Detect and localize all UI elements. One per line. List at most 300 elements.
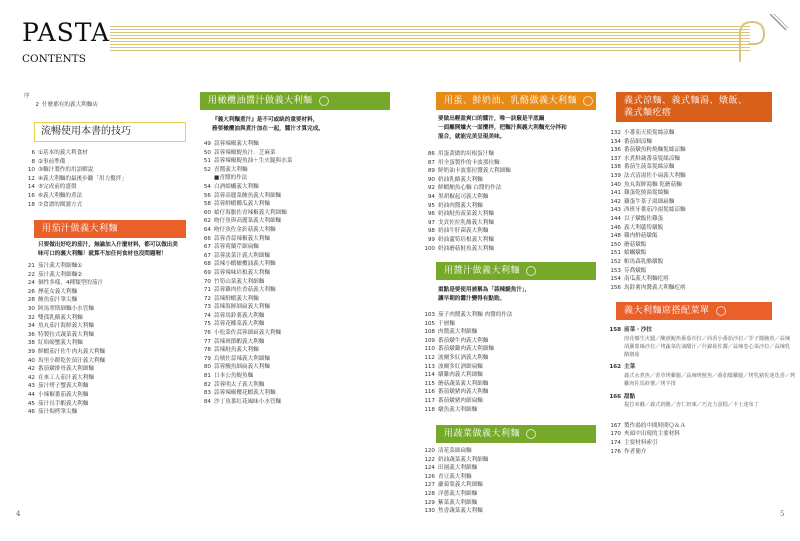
entry-title: 蒜蓉鮮蝦櫛瓜義大利麵 <box>214 201 270 208</box>
entry-title: 黑胡椒起司義大利麵 <box>438 193 489 200</box>
page-number: 69 <box>203 269 211 276</box>
entry-title: 雞肉鮮菇燉飯 <box>624 233 658 240</box>
page-number: 158 <box>609 327 621 333</box>
toc-group-heading <box>606 393 795 402</box>
noodles-list <box>606 129 686 292</box>
toc-entry <box>20 305 105 314</box>
group-title: 甜點 <box>624 393 636 400</box>
page-number: 156 <box>610 284 621 291</box>
entry-title: 個性多樣，4種類型的茄汁 <box>38 280 104 287</box>
page-number: 166 <box>609 393 621 400</box>
page-number: 70 <box>203 278 211 285</box>
entry-title: 雞蛋乾燒湯髮絲麵 <box>624 190 669 197</box>
page-number: 42 <box>27 374 35 381</box>
page-number: 56 <box>203 192 211 199</box>
fork-logo-icon <box>730 14 790 64</box>
toc-entry <box>20 357 105 366</box>
entry-title: 番茄細涼麵 <box>624 138 652 145</box>
dish-icon <box>526 429 536 439</box>
toc-entry <box>196 398 292 407</box>
page-number: 139 <box>610 172 621 179</box>
entry-title: 蒜蓉淡菜汁義大利細麵 <box>214 252 270 259</box>
entry-title: 用全蛋製作的卡波那拉麵 <box>438 159 500 166</box>
advice-list <box>606 326 795 457</box>
toc-entry <box>420 406 513 415</box>
entry-title: 番茄燉牛肉義大利麵 <box>438 337 489 344</box>
noodles-title-line: 義式麵疙瘩 <box>624 108 672 118</box>
page-number: 132 <box>610 130 621 136</box>
toc-entry <box>20 314 105 323</box>
page-number: 134 <box>610 138 621 145</box>
page-number: 64 <box>203 226 211 233</box>
entry-title: 蒜辣鮭魚義大利麵 <box>214 347 259 354</box>
veg-header <box>436 425 596 443</box>
page-number: 136 <box>610 147 621 154</box>
page-number: 109 <box>424 337 435 344</box>
toc-entry <box>20 183 127 192</box>
entry-title: 吻仔魚佐金針菇義大利麵 <box>214 226 276 233</box>
toc-entry <box>606 155 686 164</box>
entry-title: 奶油肉醬義大利麵 <box>438 202 483 209</box>
toc-entry <box>196 372 292 381</box>
page-number: 138 <box>610 164 621 171</box>
toc-entry <box>20 201 127 210</box>
dish-icon <box>583 96 593 106</box>
page-number: 49 <box>203 141 211 147</box>
page-number: 90 <box>427 176 435 183</box>
toc-entry <box>196 209 292 218</box>
page-number: 78 <box>203 347 211 354</box>
howto-list <box>20 149 127 209</box>
entry-title: 蒜蓉馬鈴薯義大利麵 <box>214 312 265 319</box>
entry-title: 波爾多紅酒義大利麵 <box>438 354 489 361</box>
entry-title: 番茄燉雞肉義大利細麵 <box>438 346 494 353</box>
entry-title: 蒜蓉雞肉佐香菇義大利麵 <box>214 287 276 294</box>
toc-entry <box>196 140 292 149</box>
entry-title: 蒜蓉花椰菜義大利麵 <box>214 321 265 328</box>
toc-entry <box>20 288 105 297</box>
toc-entry <box>420 388 513 397</box>
entry-title: 洋蔥義大利細麵 <box>438 490 478 497</box>
page-number: 81 <box>203 373 211 380</box>
group-title: 主菜 <box>624 364 636 371</box>
entry-title: 蒜辣鮮蝦義大利麵 <box>214 295 259 302</box>
entry-title: ■青醬的作法 <box>214 175 248 182</box>
entry-title: 田園義大利細麵 <box>438 465 478 472</box>
toc-entry <box>606 172 686 181</box>
page-number: 113 <box>424 363 435 370</box>
page-number: 38 <box>27 340 35 347</box>
preface-section <box>24 92 98 109</box>
entry-title: 番茄燉豬肉義大利麵 <box>438 389 489 396</box>
toc-entry <box>420 202 511 211</box>
entry-title: 鮮奶油卡波那拉醬義大利細麵 <box>438 168 511 175</box>
toc-entry <box>420 371 513 380</box>
intro-line: 一面離開爐火一面攪拌，把麵汁與義大利麵充分拌和 <box>438 125 567 131</box>
entry-title: 蒜辣斑節蝦義大利麵 <box>214 338 265 345</box>
entry-title: ②事前準備 <box>38 158 66 165</box>
page-number: 117 <box>424 397 435 404</box>
toc-entry <box>420 490 488 499</box>
toc-entry <box>420 227 511 236</box>
entry-title: 紫菜義大利細麵 <box>438 499 478 506</box>
decorative-lines <box>110 26 750 76</box>
page-number: 128 <box>424 490 435 497</box>
toc-entry <box>20 382 105 391</box>
page-number: 36 <box>27 331 35 338</box>
veg-list <box>420 447 488 516</box>
page-number: 99 <box>427 236 435 243</box>
page-number: 60 <box>203 209 211 216</box>
toc-entry <box>606 163 686 172</box>
entry-title: 番茄燉豬肉細扁麵 <box>438 397 483 404</box>
toc-entry <box>196 381 292 390</box>
page-number: 83 <box>203 390 211 397</box>
page-number: 142 <box>610 198 621 205</box>
entry-title: 蒜蓉辣椒義大利麵 <box>214 141 259 147</box>
entry-title: 烏賊佐蒜辣義大利細麵 <box>214 355 270 362</box>
toc-entry <box>20 175 127 184</box>
page-number: 170 <box>610 431 621 438</box>
noodles-title-line: 義式涼麵、義式麵湯、燉飯、 <box>624 96 748 106</box>
entry-title: 夾頭中出現的主要材料 <box>624 431 680 438</box>
page-number: 44 <box>27 391 35 398</box>
page-number: 8 <box>31 158 35 165</box>
toc-entry <box>196 174 292 183</box>
page-number: 40 <box>27 357 35 364</box>
toc-entry <box>420 481 488 490</box>
entry-title: 蒜蓉明太子義大利麵 <box>214 381 265 388</box>
toc-entry <box>420 337 513 346</box>
toc-entry <box>420 184 511 193</box>
intro-line: 讓早期的醬汁變得有點勁。 <box>438 296 506 302</box>
toc-entry <box>606 181 686 190</box>
entry-title: 帕馬森乳酪燉飯 <box>624 258 664 265</box>
intro-line: 要做出輕盈爽口的醬汁，唯一訣竅是平底鍋 <box>438 116 545 122</box>
page-number: 77 <box>203 338 211 345</box>
tomato-header <box>34 220 186 238</box>
toc-entry <box>420 150 511 159</box>
toc-entry <box>420 245 511 254</box>
entry-title: 西班牙番茄冷湯髮絲涼麵 <box>624 207 686 214</box>
toc-entry <box>420 473 488 482</box>
toc-group-heading <box>606 326 795 335</box>
toc-entry <box>420 447 488 456</box>
page-number: 34 <box>27 323 35 330</box>
page-number: 100 <box>424 245 435 252</box>
entry-title: 南瓜義大利麵疙瘩 <box>624 276 669 283</box>
entry-title: 雙孤乳酪義大利麵 <box>38 314 83 321</box>
entry-title: 燉雞肉義大利細麵 <box>438 372 483 379</box>
entry-title: 主要材料索引 <box>624 440 658 447</box>
page-number: 73 <box>203 304 211 311</box>
page-number: 150 <box>610 241 621 248</box>
page-number: 67 <box>203 252 211 259</box>
entry-title: 千層麵 <box>438 320 455 327</box>
entry-title: 番茄燉魚粉燒麵髮絲涼麵 <box>624 147 686 154</box>
page-number: 127 <box>424 482 435 489</box>
soy-title: 用醬汁做義大利麵 <box>444 266 521 276</box>
toc-entry <box>606 224 686 233</box>
entry-title: 白酒蛤蠣義大利麵 <box>214 183 259 190</box>
entry-title: 特製拉式蔬菜義大利麵 <box>38 331 94 338</box>
group-detail-line: 煎花椰生火腿／醃漬鯷魚番茄沙拉／茴香小番茄沙拉／芥子醬鮪魚／蒜辣 <box>624 335 791 342</box>
entry-title: 青豆義大利麵 <box>438 473 472 480</box>
toc-entry <box>20 374 105 383</box>
page-number: 94 <box>427 193 435 200</box>
toc-entry <box>420 464 488 473</box>
entry-title: 戈貢佐拉乳酪義大利麵 <box>438 219 494 226</box>
toc-entry <box>420 176 511 185</box>
page-number: 98 <box>427 228 435 235</box>
entry-title: 馬里小餅乾佐茄汁義大利麵 <box>38 357 106 364</box>
page-number: 75 <box>203 321 211 328</box>
page-number: 122 <box>424 456 435 463</box>
page-number: 141 <box>610 190 621 197</box>
page-number: 79 <box>203 355 211 362</box>
toc-entry <box>20 339 105 348</box>
entry-title: 雞蛋牛茶子湯細扁麵 <box>624 198 675 205</box>
toc-entry <box>420 499 488 508</box>
toc-entry <box>606 232 686 241</box>
toc-entry <box>196 320 292 329</box>
spacer <box>606 414 795 422</box>
entry-title: 茄汁義大利細麵① <box>38 263 83 269</box>
page-number: 84 <box>203 398 211 405</box>
page-number: 120 <box>424 448 435 454</box>
toc-entry <box>20 279 105 288</box>
toc-entry <box>420 320 513 329</box>
toc-entry <box>20 400 105 409</box>
entry-title: 茄汁義大利細麵② <box>38 271 83 278</box>
egg-intro <box>438 115 567 142</box>
toc-entry <box>196 329 292 338</box>
toc-entry <box>606 241 686 250</box>
oil-header <box>200 92 390 110</box>
howto-header <box>34 122 186 142</box>
tomato-list <box>20 262 105 417</box>
toc-entry <box>196 157 292 166</box>
page-number: 72 <box>203 295 211 302</box>
page-number: 76 <box>203 330 211 337</box>
toc-entry <box>20 348 105 357</box>
page-number: 74 <box>203 312 211 319</box>
page-number: 137 <box>610 155 621 162</box>
toc-entry <box>196 303 292 312</box>
toc-entry <box>606 422 795 431</box>
toc-entry <box>420 236 511 245</box>
entry-title: 沙丁魚番紅花風味小水管麵 <box>214 398 282 405</box>
page-number: 95 <box>427 202 435 209</box>
entry-title: 奶油蔬菜義大利細麵 <box>438 456 489 463</box>
entry-title: 清花菜細扁麵 <box>438 448 472 454</box>
entry-title: 番茄生菠菜髮絲涼麵 <box>624 164 675 171</box>
page-number: 51 <box>203 158 211 165</box>
page-number: 114 <box>424 372 435 379</box>
toc-entry <box>20 331 105 340</box>
group-title: 前菜・沙拉 <box>624 327 652 333</box>
soy-header <box>436 262 596 280</box>
entry-title: 蒜蓉荷蘭芹細扁麵 <box>214 244 259 251</box>
page-number: 103 <box>424 312 435 318</box>
entry-title: 蘑菇蔬菜義大利細麵 <box>438 380 489 387</box>
intro-line: 味可口的義大利麵！就算不加任何食材也沒問題喔！ <box>38 251 167 257</box>
dish-icon <box>526 266 536 276</box>
soy-intro <box>438 286 530 304</box>
page-number: 16 <box>27 192 35 199</box>
page-number: 151 <box>610 250 621 257</box>
entry-title: 蒜辣小蝦橄欖油義大利麵 <box>214 261 276 268</box>
toc-entry <box>420 159 511 168</box>
toc-entry <box>606 146 686 155</box>
toc-entry <box>606 275 686 284</box>
toc-entry <box>196 200 292 209</box>
page-number: 42 <box>27 366 35 373</box>
toc-entry <box>196 217 292 226</box>
toc-entry <box>606 129 686 138</box>
soy-list <box>420 311 513 414</box>
preface-text: 什麼都有的義大利麵店 <box>42 101 98 108</box>
tomato-title: 用茄汁做義大利麵 <box>42 224 119 234</box>
toc-entry <box>606 267 686 276</box>
intro-line: 務要橄欖油與煮汁加在一起，醬汁才算完成。 <box>212 126 324 132</box>
entry-title: 鮪魚茄汁筆尖麵 <box>38 297 78 304</box>
entry-title: 蘿蔔葉義大利細麵 <box>438 482 483 489</box>
toc-entry <box>606 439 795 448</box>
page-number: 26 <box>27 288 35 295</box>
entry-title: 用蛋黃做的培根蛋汁麵 <box>438 151 494 157</box>
toc-group-heading <box>606 363 795 372</box>
intro-line: 重點是要使用被稱為「蒜辣鯷魚汁」， <box>438 287 531 293</box>
toc-entry <box>196 312 292 321</box>
toc-entry <box>20 365 105 374</box>
page-number: 30 <box>27 305 35 312</box>
entry-title: 蛤蠣燉飯 <box>624 250 647 257</box>
toc-entry <box>606 430 795 439</box>
page-number: 148 <box>610 233 621 240</box>
page-number: 21 <box>27 263 35 269</box>
toc-entry <box>196 278 292 287</box>
group-detail-line: 胡蘿蔔絲沙拉／烤蔬菜佐油醋汁／什錦菇佐醬／蒜辣卷心菜沙拉／蒜辣乳 <box>624 344 791 350</box>
page-number: 87 <box>427 159 435 166</box>
page-number: 105 <box>424 320 435 327</box>
group-detail-line: 雞肉佐馬鈴薯／烤羊排 <box>624 381 676 388</box>
entry-title: 蒜蓉辣椒櫻花蝦義大利麵 <box>214 390 276 397</box>
toc-entry <box>20 262 105 271</box>
egg-title: 用蛋、鮮奶油、乳酪做義大利麵 <box>444 96 578 106</box>
page-number: 162 <box>609 364 621 371</box>
toc-entry <box>420 210 511 219</box>
toc-entry <box>606 198 686 207</box>
toc-entry <box>420 311 513 320</box>
toc-entry <box>420 363 513 372</box>
page-number: 126 <box>424 473 435 480</box>
entry-title: 蒜蓉辣味培根義大利麵 <box>214 269 270 276</box>
entry-title: ⑦食譜的閱讀方式 <box>38 201 83 208</box>
toc-entry <box>606 215 686 224</box>
entry-title: 波爾多紅酒細扁麵 <box>438 363 483 370</box>
page-number: 115 <box>424 380 435 387</box>
toc-entry <box>20 391 105 400</box>
page-number: 62 <box>203 218 211 225</box>
entry-title: 鮮蝦鮪魚心麵 白醬的作法 <box>438 185 502 192</box>
toc-entry <box>20 322 105 331</box>
intro-line: 混合，就能完美呈現美味。 <box>438 134 506 140</box>
toc-entry <box>606 249 686 258</box>
page-number: 89 <box>427 168 435 175</box>
page-number: 92 <box>427 185 435 192</box>
page-number: 97 <box>427 219 435 226</box>
entry-title: 蒜蓉辣椒鯷魚汁．芝麻菜 <box>214 149 276 156</box>
page-title: PASTA <box>22 18 111 47</box>
preface-label: 序 <box>24 93 30 99</box>
page-number: 118 <box>424 406 435 413</box>
toc-entry <box>196 243 292 252</box>
page-number: 153 <box>610 267 621 274</box>
toc-entry <box>196 346 292 355</box>
page-number: 66 <box>203 235 211 242</box>
page-number: 2 <box>35 101 39 108</box>
toc-entry <box>196 252 292 261</box>
entry-title: 奶油牛肝菌義大利麵 <box>438 228 489 235</box>
entry-title: 以子燉飯佐雞蛋 <box>624 215 664 222</box>
page-number: 71 <box>203 287 211 294</box>
page-number-right: 5 <box>780 510 785 518</box>
page-number: 144 <box>610 215 621 222</box>
toc-entry <box>420 328 513 337</box>
entry-title: ①基本的義大利食材 <box>38 150 88 156</box>
toc-entry <box>196 183 292 192</box>
advice-header <box>616 302 772 320</box>
toc-entry <box>20 271 105 280</box>
entry-title: 馬鈴薯肉醬義大利麵疙瘩 <box>624 284 686 291</box>
dish-icon <box>716 306 726 316</box>
veg-title: 用蔬菜做義大利麵 <box>444 429 521 439</box>
toc-entry <box>420 219 511 228</box>
page-number: 28 <box>27 297 35 304</box>
page-number: 67 <box>203 244 211 251</box>
page-number: 52 <box>203 166 211 173</box>
entry-title: 竹筍山菜義大利細麵 <box>214 278 265 285</box>
group-detail-line: 義式水煮魚／香草烤雞腿／蒜辣烤鮭魚／番茄燉雞腿／烤乳豬佐迷迭香／烤 <box>624 373 796 380</box>
entry-title: 蛤仔海膽佐青辣椒義大利細麵 <box>214 209 287 216</box>
entry-title: 日本公魚鯷魚麵 <box>214 373 254 380</box>
page-number: 80 <box>203 364 211 371</box>
page-number: 32 <box>27 314 35 321</box>
entry-title: 焦香蔬菜義大利麵 <box>438 508 483 515</box>
toc-entry <box>196 295 292 304</box>
page-number: 154 <box>610 276 621 283</box>
toc-entry <box>20 192 127 201</box>
page-number: 12 <box>27 175 35 182</box>
oil-title: 用橄欖油醬汁做義大利麵 <box>208 96 313 106</box>
toc-entry <box>420 354 513 363</box>
entry-title: ⑥義大利麵的煮法 <box>38 192 83 199</box>
group-detail-line: 酪燉菇 <box>624 352 640 359</box>
entry-title: 奶油蘆筍培根義大利麵 <box>438 236 494 243</box>
toc-entry <box>196 235 292 244</box>
toc-entry <box>196 338 292 347</box>
entry-title: 茄汁長手蝦義大利麵 <box>38 400 89 407</box>
toc-entry <box>20 158 127 167</box>
entry-title: 製作湯的中間時間Ｑ＆Ａ <box>624 422 686 429</box>
page-number: 39 <box>27 348 35 355</box>
page-subtitle: CONTENTS <box>22 53 86 65</box>
intro-line: 『義大利麵煮汁』是不可或缺的重要材料， <box>212 117 319 123</box>
toc-entry <box>606 284 686 293</box>
entry-title: 紅焰螃蟹義大利麵 <box>38 340 83 347</box>
egg-list <box>420 150 511 253</box>
